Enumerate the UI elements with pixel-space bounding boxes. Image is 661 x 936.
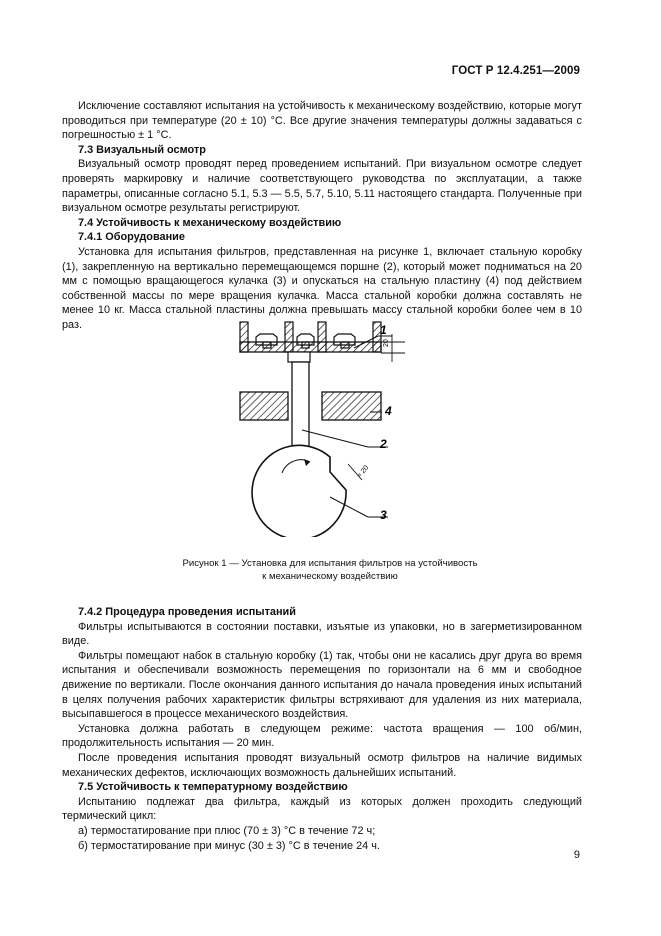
document-header: ГОСТ Р 12.4.251—2009 (451, 65, 580, 77)
section-heading-7-4-2: 7.4.2 Процедура проведения испытаний (78, 606, 296, 618)
steel-box (240, 322, 381, 352)
section-heading-7-5: 7.5 Устойчивость к температурному воздействию (78, 781, 348, 794)
text-block-bottom (62, 605, 582, 853)
callout-label-4: 4 (385, 404, 392, 418)
callout-label-2: 2 (380, 437, 387, 451)
apparatus-diagram (230, 312, 410, 537)
piston (288, 352, 310, 452)
paragraph: Фильтры испытываются в состоянии поставки, изъятые из упаковки, но в загерметизированном виде. (62, 620, 582, 648)
list-item-a: а) термостатирование при плюс (70 ± 3) °С в течение 72 ч; (78, 824, 376, 837)
figure-caption (120, 557, 540, 583)
steel-plate (240, 392, 381, 420)
callout-label-3: 3 (380, 508, 387, 522)
dimension-label-20: 20 (383, 339, 390, 347)
dimension-label-approx-20: ≈ 20 (356, 464, 371, 480)
section-heading-7-4: 7.4 Устойчивость к механическому воздействию (78, 216, 342, 229)
paragraph: Установка для испытания фильтров, представленная на рисунке 1, включает стальную коробку (1), закрепленную на вертикально перемещающемся поршне (2), который может подниматься на 20 мм с помощью вращающегося кулачка (3) и опускаться на стальную пластину (4) под действием собственной массы по мере вращения кулачка. Масса стальной коробки должна составлять не менее 10 кг. Масса стальной пластины должна превышать массу стальной коробки более чем в 10 раз. (62, 245, 582, 331)
paragraph: Испытанию подлежат два фильтра, каждый из которых должен проходить следующий термический цикл: (62, 795, 582, 823)
cam (252, 445, 346, 537)
page-number: 9 (573, 849, 580, 861)
callout-label-1: 1 (380, 323, 387, 337)
paragraph: Фильтры помещают набок в стальную коробку (1) так, чтобы они не касались друг друга во время испытания и обеспечивали возможность перемещения по горизонтали на 6 мм и свободное движение по вертикали. После окончания данного испытания до начала проведения иных испытаний в целях получения рабочих характеристик фильтры встряхивают для удаления из них материала, высыпавшегося в процессе механического воздействия. (62, 649, 582, 721)
caption-line: к механическому воздействию (262, 571, 398, 582)
paragraph: Исключение составляют испытания на устойчивость к механическому воздействию, которые могут проводиться при температуре (20 ± 10) °С. Все другие значения температуры должны задаваться с погрешностью ± 1 °С. (62, 100, 582, 142)
text-block-top (62, 99, 582, 333)
paragraph: Визуальный осмотр проводят перед проведением испытаний. При визуальном осмотре следует проверять маркировку и наличие соответствующего руководства по эксплуатации, а также параметры, описанные согласно 5.1, 5.3 — 5.5, 5.7, 5.10, 5.11 настоящего стандарта. Полученные при визуальном осмотре результаты регистрируют. (62, 158, 582, 215)
list-item-b: б) термостатирование при минус (30 ± 3) °С в течение 24 ч. (78, 839, 380, 852)
dimension-20 (381, 334, 405, 362)
section-heading-7-3: 7.3 Визуальный осмотр (78, 143, 206, 156)
caption-line: Рисунок 1 — Установка для испытания фильтров на устойчивость (182, 558, 478, 569)
section-heading-7-4-1: 7.4.1 Оборудование (78, 231, 185, 244)
paragraph: После проведения испытания проводят визуальный осмотр фильтров на наличие видимых механических дефектов, исключающих возможность дальнейших испытаний. (62, 751, 582, 779)
paragraph: Установка должна работать в следующем режиме: частота вращения — 100 об/мин, продолжительность испытания — 20 мин. (62, 722, 582, 750)
figure-1-drawing (230, 312, 410, 537)
